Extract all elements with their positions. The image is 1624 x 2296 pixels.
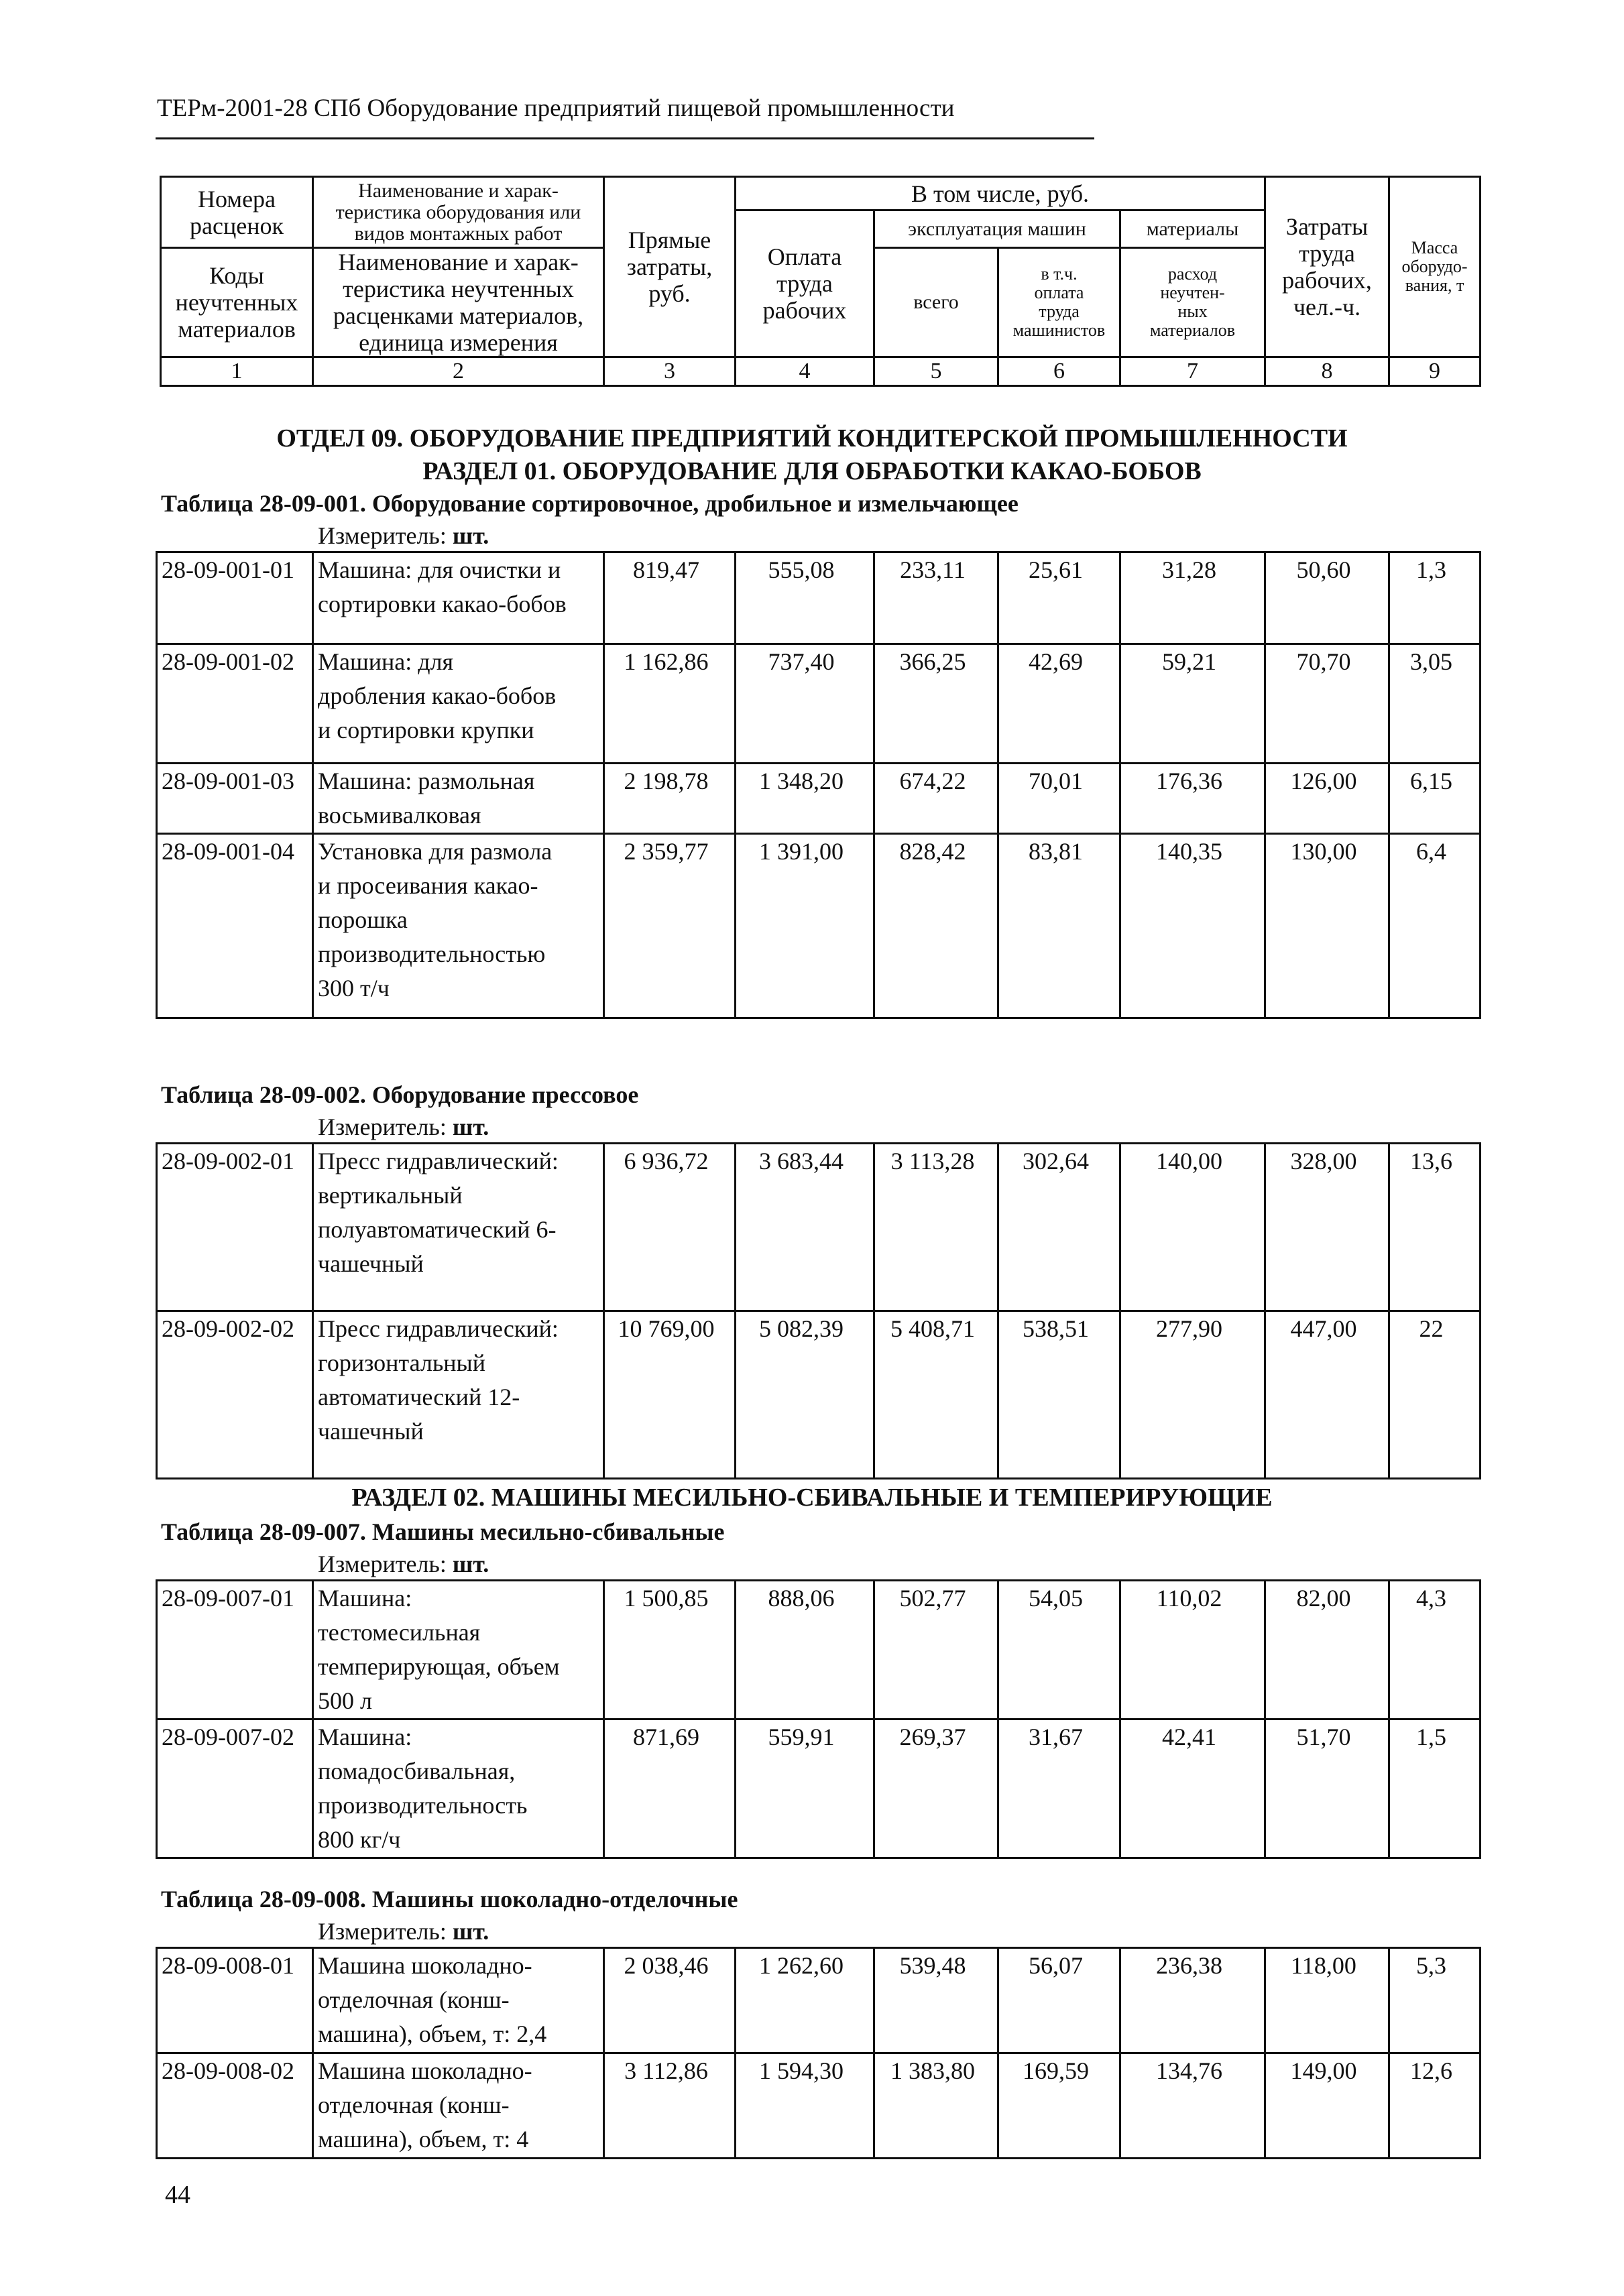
work-name-line: Установка для размола: [318, 838, 553, 865]
work-name-line: отделочная (конш-: [318, 2092, 510, 2118]
value-cell: 10 769,00: [604, 1311, 736, 1479]
header-line: труда: [776, 270, 833, 297]
header-col3: [604, 177, 736, 357]
table-row: [157, 1948, 1481, 2053]
running-head: ТЕРм-2001-28 СПб Оборудование предприятий пищевой промышленности: [157, 95, 955, 122]
work-name-line: чашечный: [318, 1250, 424, 1277]
table-row: [157, 1144, 1481, 1311]
value-cell: 3 113,28: [874, 1144, 998, 1311]
unit-line: [318, 522, 489, 550]
rate-code: 28-09-002-01: [157, 1144, 313, 1311]
value-cell: 176,36: [1120, 764, 1265, 834]
value-cell: 149,00: [1265, 2053, 1389, 2159]
value-cell: 5 408,71: [874, 1311, 998, 1479]
work-name-line: Пресс гидравлический:: [318, 1148, 559, 1174]
value-cell: 140,35: [1120, 834, 1265, 1018]
header-line: ных: [1177, 302, 1208, 321]
unit-line: [318, 1113, 489, 1141]
value-cell: 2 198,78: [604, 764, 736, 834]
value-cell: 1 500,85: [604, 1581, 736, 1719]
value-cell: 1 391,00: [736, 834, 874, 1018]
rate-code: 28-09-007-02: [157, 1719, 313, 1858]
header-group: В том числе, руб.: [736, 177, 1265, 210]
value-cell: 888,06: [736, 1581, 874, 1719]
header-col7: [1120, 248, 1265, 357]
value-cell: 54,05: [998, 1581, 1120, 1719]
column-header-table: [160, 176, 1481, 387]
header-col8: [1265, 177, 1389, 357]
column-number: 2: [313, 357, 604, 386]
header-line: рабочих,: [1282, 267, 1372, 294]
value-cell: 819,47: [604, 552, 736, 644]
unit-value: шт.: [452, 1113, 489, 1140]
header-line: Коды: [209, 262, 264, 289]
rate-code: 28-09-001-01: [157, 552, 313, 644]
work-name-line: и просеивания какао-: [318, 872, 538, 899]
value-cell: 3,05: [1389, 644, 1481, 764]
rate-code: 28-09-001-04: [157, 834, 313, 1018]
work-name-line: производительность: [318, 1792, 528, 1819]
value-cell: 42,41: [1120, 1719, 1265, 1858]
header-col2-bottom: [313, 248, 604, 357]
column-number: 5: [874, 357, 998, 386]
work-name-line: Машина: для: [318, 648, 454, 675]
value-cell: 3 112,86: [604, 2053, 736, 2159]
work-name-line: полуавтоматический 6-: [318, 1216, 557, 1243]
header-line: Наименование и харак-: [358, 179, 559, 202]
header-line: машинистов: [1012, 320, 1106, 340]
work-name: [313, 1311, 604, 1479]
value-cell: 42,69: [998, 644, 1120, 764]
work-name-line: помадосбивальная,: [318, 1758, 516, 1785]
header-rule: [156, 137, 1094, 139]
price-table: [156, 551, 1481, 1019]
header-line: расход: [1167, 264, 1218, 284]
value-cell: 871,69: [604, 1719, 736, 1858]
value-cell: 2 038,46: [604, 1948, 736, 2053]
value-cell: 56,07: [998, 1948, 1120, 2053]
table-caption: Таблица 28-09-008. Машины шоколадно-отделочные: [161, 1886, 738, 1913]
value-cell: 302,64: [998, 1144, 1120, 1311]
header-line: Прямые: [628, 227, 711, 253]
value-cell: 277,90: [1120, 1311, 1265, 1479]
table-row: [157, 1311, 1481, 1479]
value-cell: 110,02: [1120, 1581, 1265, 1719]
column-number: 4: [736, 357, 874, 386]
work-name-line: тестомесильная: [318, 1619, 481, 1646]
value-cell: 539,48: [874, 1948, 998, 2053]
work-name: [313, 1144, 604, 1311]
value-cell: 502,77: [874, 1581, 998, 1719]
header-line: труда: [1299, 240, 1355, 267]
work-name-line: Машина:: [318, 1724, 412, 1750]
value-cell: 83,81: [998, 834, 1120, 1018]
rate-code: 28-09-008-02: [157, 2053, 313, 2159]
unit-value: шт.: [452, 1918, 489, 1945]
value-cell: 126,00: [1265, 764, 1389, 834]
header-line: затраты,: [626, 253, 713, 280]
value-cell: 1 348,20: [736, 764, 874, 834]
value-cell: 1 594,30: [736, 2053, 874, 2159]
header-line: неучтен-: [1160, 283, 1225, 302]
work-name-line: Пресс гидравлический:: [318, 1315, 559, 1342]
table-row: [157, 2053, 1481, 2159]
work-name-line: автоматический 12-: [318, 1384, 520, 1410]
value-cell: 737,40: [736, 644, 874, 764]
value-cell: 3 683,44: [736, 1144, 874, 1311]
table-row: [157, 1719, 1481, 1858]
price-table: [156, 1947, 1481, 2159]
value-cell: 447,00: [1265, 1311, 1389, 1479]
value-cell: 140,00: [1120, 1144, 1265, 1311]
work-name-line: Машина: размольная: [318, 768, 535, 794]
value-cell: 134,76: [1120, 2053, 1265, 2159]
value-cell: 31,28: [1120, 552, 1265, 644]
work-name-line: восьмивалковая: [318, 802, 481, 829]
table-row: [157, 552, 1481, 644]
value-cell: 6 936,72: [604, 1144, 736, 1311]
header-line: вания, т: [1405, 276, 1464, 295]
header-materials: материалы: [1120, 210, 1265, 248]
rate-code: 28-09-001-02: [157, 644, 313, 764]
price-table: [156, 1579, 1481, 1859]
work-name-line: 500 л: [318, 1687, 372, 1714]
work-name-line: Машина шоколадно-: [318, 1952, 532, 1979]
work-name-line: сортировки какао-бобов: [318, 591, 567, 617]
table-caption: Таблица 28-09-007. Машины месильно-сбивальные: [161, 1518, 725, 1545]
column-number: 8: [1265, 357, 1389, 386]
unit-label: Измеритель:: [318, 1551, 447, 1577]
work-name-line: Машина: для очистки и: [318, 556, 561, 583]
value-cell: 13,6: [1389, 1144, 1481, 1311]
work-name: [313, 764, 604, 834]
value-cell: 1 383,80: [874, 2053, 998, 2159]
value-cell: 59,21: [1120, 644, 1265, 764]
header-line: Номера: [197, 185, 276, 213]
column-number: 9: [1389, 357, 1481, 386]
value-cell: 6,4: [1389, 834, 1481, 1018]
header-col6: [998, 248, 1120, 357]
header-line: Наименование и харак-: [338, 249, 579, 276]
header-line: теристика неучтенных: [343, 276, 574, 302]
work-name-line: машина), объем, т: 4: [318, 2126, 529, 2153]
header-col1-top: [161, 177, 313, 248]
header-line: чел.-ч.: [1293, 294, 1361, 320]
header-col2-top: [313, 177, 604, 248]
work-name: [313, 2053, 604, 2159]
price-table: [156, 1142, 1481, 1479]
column-number: 3: [604, 357, 736, 386]
value-cell: 12,6: [1389, 2053, 1481, 2159]
table-row: [157, 834, 1481, 1018]
work-name-line: машина), объем, т: 2,4: [318, 2020, 547, 2047]
header-line: руб.: [648, 280, 691, 307]
header-col4: [736, 210, 874, 357]
unit-label: Измеритель:: [318, 1918, 447, 1945]
header-line: теристика оборудования или: [335, 200, 581, 223]
header-col5: всего: [874, 248, 998, 357]
work-name-line: порошка: [318, 906, 408, 933]
header-line: Масса: [1411, 238, 1458, 257]
header-line: труда: [1039, 302, 1080, 321]
value-cell: 6,15: [1389, 764, 1481, 834]
header-line: неучтенных: [175, 289, 298, 316]
work-name-line: Машина:: [318, 1585, 412, 1612]
value-cell: 82,00: [1265, 1581, 1389, 1719]
value-cell: 25,61: [998, 552, 1120, 644]
work-name-line: производительностью: [318, 941, 546, 967]
column-number: 7: [1120, 357, 1265, 386]
header-line: Затраты: [1285, 213, 1369, 240]
header-line: Оплата: [767, 243, 842, 270]
header-col1-bottom: [161, 248, 313, 357]
value-cell: 2 359,77: [604, 834, 736, 1018]
header-line: в т.ч.: [1041, 264, 1078, 284]
work-name-line: горизонтальный: [318, 1349, 485, 1376]
value-cell: 5 082,39: [736, 1311, 874, 1479]
value-cell: 4,3: [1389, 1581, 1481, 1719]
header-col9: [1389, 177, 1481, 357]
value-cell: 559,91: [736, 1719, 874, 1858]
value-cell: 1,3: [1389, 552, 1481, 644]
value-cell: 5,3: [1389, 1948, 1481, 2053]
value-cell: 538,51: [998, 1311, 1120, 1479]
unit-line: [318, 1917, 489, 1945]
header-line: рабочих: [762, 297, 847, 324]
header-line: видов монтажных работ: [354, 222, 563, 245]
unit-label: Измеритель:: [318, 1113, 447, 1140]
value-cell: 236,38: [1120, 1948, 1265, 2053]
work-name: [313, 1581, 604, 1719]
unit-line: [318, 1550, 489, 1578]
work-name: [313, 1719, 604, 1858]
value-cell: 1,5: [1389, 1719, 1481, 1858]
header-line: оборудо-: [1401, 257, 1468, 276]
rate-code: 28-09-001-03: [157, 764, 313, 834]
column-number: 6: [998, 357, 1120, 386]
value-cell: 51,70: [1265, 1719, 1389, 1858]
header-line: оплата: [1034, 283, 1084, 302]
value-cell: 169,59: [998, 2053, 1120, 2159]
value-cell: 828,42: [874, 834, 998, 1018]
unit-value: шт.: [452, 1551, 489, 1577]
value-cell: 31,67: [998, 1719, 1120, 1858]
rate-code: 28-09-007-01: [157, 1581, 313, 1719]
razdel-01-title: РАЗДЕЛ 01. ОБОРУДОВАНИЕ ДЛЯ ОБРАБОТКИ КАКАО-БОБОВ: [422, 457, 1202, 485]
page-number: 44: [165, 2181, 190, 2209]
value-cell: 22: [1389, 1311, 1481, 1479]
otdel-title: ОТДЕЛ 09. ОБОРУДОВАНИЕ ПРЕДПРИЯТИЙ КОНДИТЕРСКОЙ ПРОМЫШЛЕННОСТИ: [276, 424, 1348, 452]
work-name-line: и сортировки крупки: [318, 717, 534, 743]
value-cell: 269,37: [874, 1719, 998, 1858]
value-cell: 233,11: [874, 552, 998, 644]
table-caption: Таблица 28-09-001. Оборудование сортировочное, дробильное и измельчающее: [161, 490, 1019, 517]
table-caption: Таблица 28-09-002. Оборудование прессовое: [161, 1081, 639, 1108]
work-name: [313, 644, 604, 764]
work-name: [313, 552, 604, 644]
work-name-line: дробления какао-бобов: [318, 682, 557, 709]
table-row: [157, 644, 1481, 764]
column-number: 1: [161, 357, 313, 386]
work-name-line: 300 т/ч: [318, 975, 390, 1002]
work-name-line: отделочная (конш-: [318, 1986, 510, 2013]
value-cell: 70,70: [1265, 644, 1389, 764]
work-name: [313, 834, 604, 1018]
table-row: [157, 1581, 1481, 1719]
header-line: расценками материалов,: [333, 302, 584, 329]
rate-code: 28-09-008-01: [157, 1948, 313, 2053]
rate-code: 28-09-002-02: [157, 1311, 313, 1479]
header-line: расценок: [190, 212, 284, 239]
work-name-line: вертикальный: [318, 1182, 463, 1209]
value-cell: 1 262,60: [736, 1948, 874, 2053]
razdel-02-title: РАЗДЕЛ 02. МАШИНЫ МЕСИЛЬНО-СБИВАЛЬНЫЕ И ТЕМПЕРИРУЮЩИЕ: [351, 1484, 1273, 1512]
header-line: единица измерения: [359, 329, 558, 356]
value-cell: 674,22: [874, 764, 998, 834]
work-name-line: чашечный: [318, 1418, 424, 1445]
value-cell: 1 162,86: [604, 644, 736, 764]
header-line: материалов: [1150, 320, 1235, 340]
work-name: [313, 1948, 604, 2053]
unit-label: Измеритель:: [318, 522, 447, 549]
value-cell: 366,25: [874, 644, 998, 764]
table-row: [157, 764, 1481, 834]
header-line: материалов: [178, 316, 296, 343]
work-name-line: темперирующая, объем: [318, 1653, 560, 1680]
value-cell: 130,00: [1265, 834, 1389, 1018]
work-name-line: Машина шоколадно-: [318, 2057, 532, 2084]
value-cell: 70,01: [998, 764, 1120, 834]
value-cell: 555,08: [736, 552, 874, 644]
value-cell: 118,00: [1265, 1948, 1389, 2053]
column-number-row: [161, 357, 1481, 386]
value-cell: 328,00: [1265, 1144, 1389, 1311]
work-name-line: 800 кг/ч: [318, 1826, 401, 1853]
value-cell: 50,60: [1265, 552, 1389, 644]
header-machines: эксплуатация машин: [874, 210, 1120, 248]
unit-value: шт.: [452, 522, 489, 549]
